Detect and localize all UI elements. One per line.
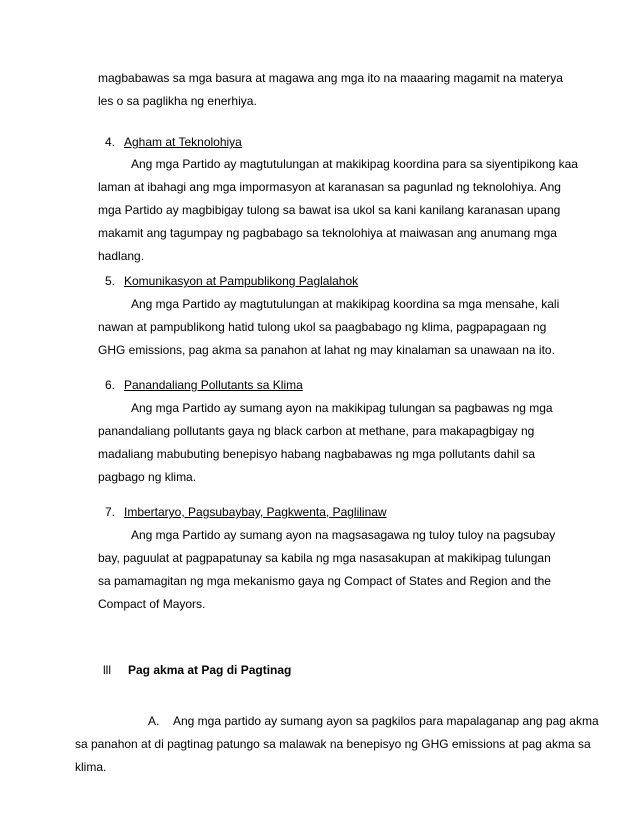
section-6-heading: Panandaliang Pollutants sa Klima [124, 378, 303, 392]
section-7-heading: Imbertaryo, Pagsubaybay, Pagkwenta, Paglilinaw [124, 505, 387, 519]
part-3-heading: Pag akma at Pag di Pagtinag [128, 663, 292, 677]
section-4-line: Ang mga Partido ay magtutulungan at makikipag koordina para sa siyentipikong kaa [131, 157, 578, 171]
section-4-line: mga Partido ay magbibigay tulong sa bawat isa ukol sa kani kanilang karanasan upang [98, 203, 561, 217]
section-4-number: 4. [105, 135, 116, 149]
section-4-line: laman at ibahagi ang mga impormasyon at karanasan sa pagunlad ng teknolohiya. Ang [98, 180, 561, 194]
section-7-line: sa pamamagitan ng mga mekanismo gaya ng Compact of States and Region and the [98, 574, 551, 588]
part-3-line: Ang mga partido ay sumang ayon sa pagkilos para mapalaganap ang pag akma [173, 714, 599, 728]
section-7-line: Ang mga Partido ay sumang ayon na magsasagawa ng tuloy tuloy na pagsubay [131, 528, 556, 542]
section-5-heading: Komunikasyon at Pampublikong Paglalahok [124, 274, 359, 288]
section-6-line: Ang mga Partido ay sumang ayon na makikipag tulungan sa pagbawas ng mga [131, 401, 553, 415]
intro-line-1: magbabawas sa mga basura at magawa ang mga ito na maaaring magamit na materya [98, 71, 563, 85]
part-3-numeral: lll [103, 663, 111, 677]
section-6-line: panandaliang pollutants gaya ng black carbon at methane, para makapagbigay ng [98, 424, 535, 438]
part-3-line: sa panahon at di pagtinag patungo sa malawak na benepisyo ng GHG emissions at pag akma sa [75, 737, 591, 751]
section-4-heading: Agham at Teknolohiya [124, 135, 242, 149]
section-7-number: 7. [105, 505, 116, 519]
section-6-line: pagbago ng klima. [98, 470, 197, 484]
section-5-number: 5. [105, 274, 116, 288]
section-5-line: Ang mga Partido ay magtutulungan at makikipag koordina sa mga mensahe, kali [131, 297, 560, 311]
part-3-line: klima. [75, 760, 107, 774]
section-4-line: hadlang. [98, 249, 145, 263]
part-3-sub-label: A. [148, 714, 160, 728]
section-4-line: makamit ang tagumpay ng pagbabago sa teknolohiya at maiwasan ang anumang mga [98, 226, 557, 240]
section-6-number: 6. [105, 378, 116, 392]
section-5-line: nawan at pampublikong hatid tulong ukol sa paagbabago ng klima, pagpapagaan ng [98, 320, 547, 334]
section-5-line: GHG emissions, pag akma sa panahon at lahat ng may kinalaman sa unawaan na ito. [98, 343, 555, 357]
section-7-line: bay, paguulat at pagpapatunay sa kabila ng mga nasasakupan at makikipag tulungan [98, 551, 551, 565]
section-7-line: Compact of Mayors. [98, 597, 206, 611]
section-6-line: madaliang mabubuting benepisyo habang nagbabawas ng mga pollutants dahil sa [98, 447, 535, 461]
intro-line-2: les o sa paglikha ng enerhiya. [98, 94, 257, 108]
